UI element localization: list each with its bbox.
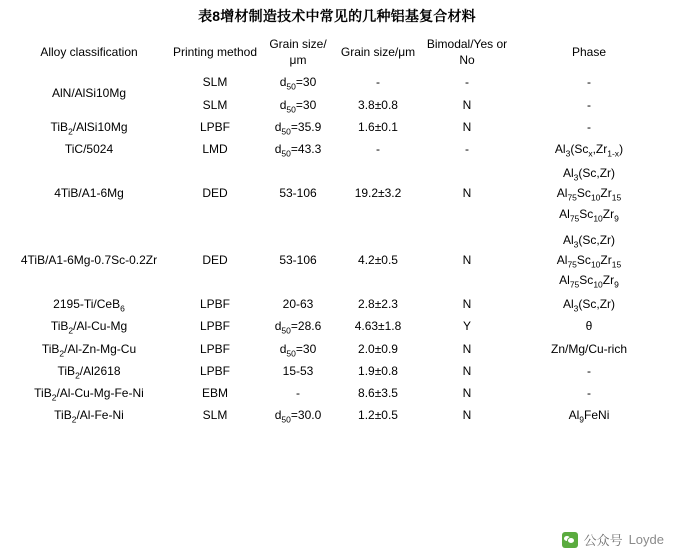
cell-bimodal: N: [462, 119, 472, 134]
cell-phase: $Al_3(Sc,Zr)$ $Al_{75}Sc_{10}Zr_{15}$ $Al_{75}Sc_{10}Zr_9$: [556, 166, 622, 223]
table-row: [9, 71, 665, 93]
cell-grain-size-2: 3.8±0.8: [358, 97, 398, 112]
cell-phase: -: [587, 75, 591, 90]
cell-grain-size-1: 53-106: [279, 252, 317, 267]
table-row: [9, 227, 665, 294]
cell-grain-size-2: 19.2±3.2: [354, 186, 402, 201]
cell-grain-size-1: $d_{50}=35.9$: [274, 119, 322, 137]
cell-method: SLM: [202, 408, 228, 423]
table-row: [9, 315, 665, 337]
cell-grain-size-2: -: [376, 141, 380, 156]
table-body: [9, 71, 665, 426]
cell-method: EBM: [201, 386, 228, 400]
cell-method: LPBF: [199, 341, 230, 356]
cell-grain-size-1: -: [296, 386, 300, 400]
cell-grain-size-1: 20-63: [282, 297, 314, 312]
cell-phase: $Al_9FeNi$: [568, 408, 610, 425]
cell-bimodal: N: [462, 97, 472, 112]
header-grain-size-2: Grain size/μm: [340, 45, 416, 60]
cell-grain-size-2: 2.0±0.9: [358, 341, 398, 356]
cell-grain-size-1: 15-53: [282, 363, 314, 378]
cell-phase: θ: [585, 319, 593, 334]
table-row: [9, 160, 665, 227]
cell-alloy: 4TiB/A1-6Mg: [54, 186, 124, 201]
table-row: [9, 293, 665, 315]
cell-method: LPBF: [199, 363, 230, 378]
cell-grain-size-2: 1.9±0.8: [358, 363, 398, 378]
cell-method: SLM: [202, 75, 228, 90]
cell-bimodal: N: [462, 408, 472, 423]
cell-alloy: TiB$_2$/Al-Cu-Mg: [50, 319, 128, 336]
header-grain-size-1: Grain size/μm: [269, 37, 327, 68]
table-row: [9, 338, 665, 360]
cell-bimodal: N: [462, 252, 472, 267]
table-row: [9, 382, 665, 404]
cell-alloy: TiC/5024: [64, 141, 114, 156]
header-phase: Phase: [571, 45, 607, 60]
table-row: [9, 116, 665, 138]
cell-bimodal: -: [465, 75, 469, 90]
cell-alloy: 2195-Ti/CeB$_6$: [53, 297, 125, 314]
cell-bimodal: -: [465, 141, 469, 156]
table-header: [9, 33, 665, 71]
cell-bimodal: N: [462, 363, 472, 378]
cell-bimodal: N: [462, 297, 472, 312]
watermark-account-name: Loyde: [628, 532, 664, 547]
header-bimodal: Bimodal/Yes or No: [426, 37, 508, 68]
cell-phase: -: [587, 363, 591, 378]
cell-alloy: TiB$_2$/Al-Fe-Ni: [54, 408, 124, 425]
cell-method: DED: [202, 186, 228, 201]
cell-grain-size-1: $d_{50}=30$: [279, 341, 317, 359]
header-printing-method: Printing method: [172, 45, 258, 60]
cell-bimodal: N: [462, 386, 472, 400]
cell-method: LPBF: [199, 297, 230, 312]
composites-table: [9, 33, 665, 426]
cell-grain-size-1: $d_{50}=30$: [279, 97, 317, 114]
cell-grain-size-1: $d_{50}=43.3$: [274, 141, 322, 159]
table-row: [9, 138, 665, 160]
cell-alloy: TiB$_2$/Al-Cu-Mg-Fe-Ni: [34, 386, 144, 403]
cell-grain-size-1: 53-106: [279, 186, 317, 201]
cell-phase: -: [587, 119, 591, 134]
table-header-row: [9, 33, 665, 71]
cell-alloy: AlN/AlSi10Mg: [51, 86, 127, 101]
cell-grain-size-2: 4.2±0.5: [358, 252, 398, 267]
cell-bimodal: N: [462, 186, 472, 201]
cell-method: LMD: [202, 141, 228, 156]
cell-grain-size-1: $d_{50}=30$: [279, 75, 317, 92]
page-title: 表8增材制造技术中常见的几种铝基复合材料: [198, 8, 476, 24]
cell-phase: -: [587, 386, 591, 400]
cell-bimodal: N: [462, 341, 472, 356]
cell-phase: -: [587, 97, 591, 112]
cell-bimodal: Y: [462, 319, 471, 334]
cell-phase: $Al_3(Sc_x,Zr_{1-x})$: [554, 141, 624, 159]
cell-grain-size-2: 1.2±0.5: [358, 408, 398, 423]
cell-alloy: TiB$_2$/AlSi10Mg: [50, 119, 128, 137]
cell-alloy: TiB$_2$/Al-Zn-Mg-Cu: [41, 341, 137, 359]
cell-grain-size-2: 1.6±0.1: [358, 119, 398, 134]
cell-method: DED: [202, 252, 228, 267]
table-row: [9, 360, 665, 382]
cell-grain-size-2: 8.6±3.5: [358, 386, 398, 400]
watermark-prefix: 公众号: [583, 533, 623, 548]
cell-grain-size-2: -: [376, 75, 380, 90]
cell-grain-size-1: $d_{50}=28.6$: [274, 319, 322, 336]
header-alloy-classification: Alloy classification: [40, 45, 138, 60]
cell-method: LPBF: [199, 319, 230, 334]
cell-grain-size-2: 4.63±1.8: [354, 319, 402, 334]
cell-method: LPBF: [199, 119, 230, 134]
cell-grain-size-2: 2.8±2.3: [358, 297, 398, 312]
watermark: [562, 530, 664, 549]
cell-alloy: 4TiB/A1-6Mg-0.7Sc-0.2Zr: [20, 252, 158, 267]
cell-phase: $Al_3(Sc,Zr)$ $Al_{75}Sc_{10}Zr_{15}$ $Al_{75}Sc_{10}Zr_9$: [556, 232, 622, 290]
table-row: [9, 404, 665, 426]
cell-method: SLM: [202, 97, 228, 112]
cell-alloy: TiB$_2$/Al2618: [57, 363, 121, 381]
wechat-icon: [562, 532, 578, 548]
cell-phase: $Al_3(Sc,Zr)$: [562, 297, 616, 314]
cell-phase: Zn/Mg/Cu-rich: [550, 341, 627, 356]
cell-grain-size-1: $d_{50}=30.0$: [274, 408, 322, 425]
